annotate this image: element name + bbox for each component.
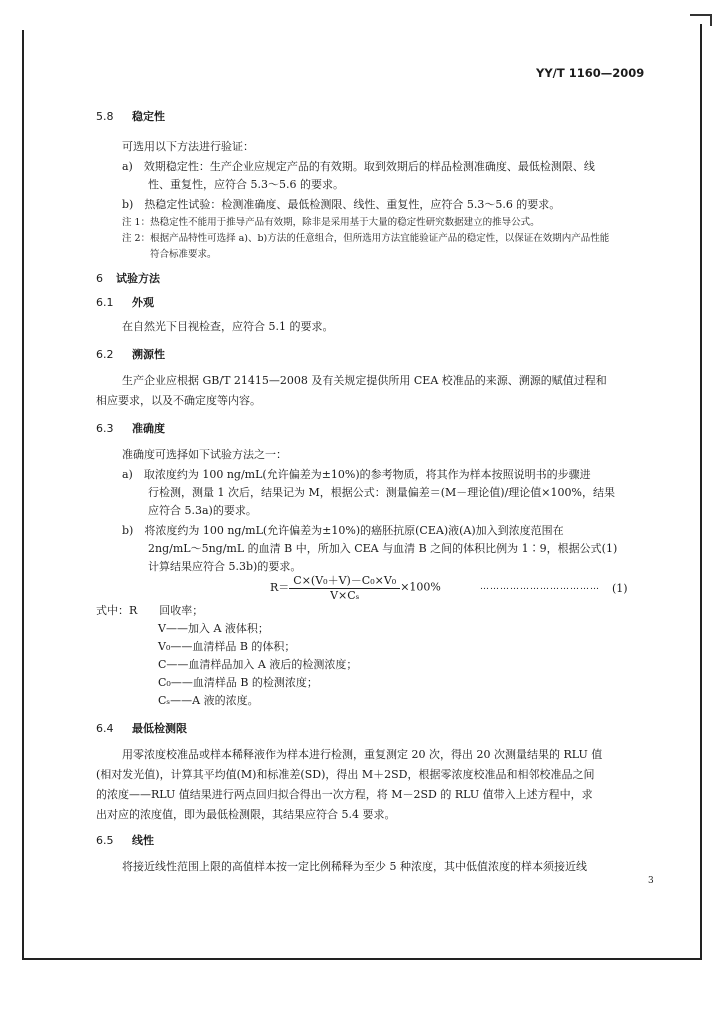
section-number: 6.1 (96, 296, 114, 309)
section-number: 6.5 (96, 834, 114, 847)
recovery-formula (270, 572, 441, 602)
formula-variable: C₀——血清样品 B 的检测浓度； (158, 676, 318, 689)
section-6-4-heading (96, 720, 187, 736)
section-5-8-heading (96, 108, 165, 124)
list-item: a) 取浓度约为 100 ng/mL(允许偏差为±10%)的参考物质，将其作为样本按照说明书的步骤进 (122, 468, 591, 481)
note: 注 1：热稳定性不能用于推导产品有效期，除非是采用基于大量的稳定性研究数据建立的推导公式。 (122, 217, 540, 228)
section-number: 5.8 (96, 110, 114, 123)
paragraph-continuation: 出对应的浓度值，即为最低检测限，其结果应符合 5.4 要求。 (96, 808, 396, 821)
formula-fraction (289, 572, 400, 602)
formula-rhs: ×100% (400, 580, 441, 594)
list-item: b) 热稳定性试验：检测准确度、最低检测限、线性、重复性，应符合 5.3～5.6 的要求。 (122, 198, 561, 211)
paragraph: 可选用以下方法进行验证： (122, 140, 254, 153)
scan-corner-mark (690, 14, 712, 26)
section-6-heading (96, 270, 160, 286)
formula-number: (1) (612, 582, 628, 595)
list-item-continuation: 性、重复性，应符合 5.3～5.6 的要求。 (148, 178, 344, 191)
paragraph-continuation: 相应要求，以及不确定度等内容。 (96, 394, 261, 407)
paragraph: 用零浓度校准品或样本稀释液作为样本进行检测，重复测定 20 次，得出 20 次测量结果的 RLU 值 (122, 748, 603, 761)
note: 注 2：根据产品特性可选择 a)、b)方法的任意组合，但所选用方法宜能验证产品的稳定性，以保证在效期内产品性能 (122, 233, 610, 244)
section-number: 6.2 (96, 348, 114, 361)
document-code: YY/T 1160—2009 (536, 66, 645, 80)
section-title: 外观 (132, 296, 154, 309)
paragraph-continuation: (相对发光值)，计算其平均值(M)和标准差(SD)，得出 M＋2SD，根据零浓度校准品和相邻校准品之间 (96, 768, 595, 781)
section-title: 最低检测限 (132, 722, 187, 735)
list-item-continuation: 2ng/mL～5ng/mL 的血清 B 中，所加入 CEA 与血清 B 之间的体积比例为 1∶9，根据公式(1) (148, 542, 618, 555)
section-6-3-heading (96, 420, 165, 436)
paragraph: 在自然光下目视检查，应符合 5.1 的要求。 (122, 320, 334, 333)
page-number: 3 (648, 876, 654, 886)
section-number: 6.4 (96, 722, 114, 735)
list-item-continuation: 计算结果应符合 5.3b)的要求。 (148, 560, 302, 573)
section-6-5-heading (96, 832, 154, 848)
formula-denominator: V×Cₛ (330, 589, 360, 602)
section-title: 准确度 (132, 422, 165, 435)
formula-variable: V₀——血清样品 B 的体积； (158, 640, 296, 653)
section-number: 6.3 (96, 422, 114, 435)
section-title: 线性 (132, 834, 154, 847)
paragraph: 准确度可选择如下试验方法之一： (122, 448, 287, 461)
list-item: b) 将浓度约为 100 ng/mL(允许偏差为±10%)的癌胚抗原(CEA)液(A)加入到浓度范围在 (122, 524, 564, 537)
scan-border-right (700, 24, 702, 960)
section-title: 稳定性 (132, 110, 165, 123)
section-number: 6 (96, 272, 103, 285)
formula-variable: Cₛ——A 液的浓度。 (158, 694, 259, 707)
paragraph: 将接近线性范围上限的高值样本按一定比例稀释为至少 5 种浓度，其中低值浓度的样本须接近线 (122, 860, 587, 873)
note-continuation: 符合标准要求。 (150, 249, 217, 260)
formula-lhs: R＝ (270, 581, 290, 594)
formula-variable: V——加入 A 液体积； (158, 622, 269, 635)
scan-border-bottom (22, 958, 702, 960)
formula-variable: C——血清样品加入 A 液后的检测浓度； (158, 658, 358, 671)
formula-numerator: C×(V₀＋V)－C₀×V₀ (289, 572, 400, 589)
list-item: a) 效期稳定性：生产企业应规定产品的有效期。取到效期后的样品检测准确度、最低检测限、线 (122, 160, 595, 173)
section-title: 溯源性 (132, 348, 165, 361)
paragraph-continuation: 的浓度——RLU 值结果进行两点回归拟合得出一次方程，将 M－2SD 的 RLU 值带入上述方程中，求 (96, 788, 593, 801)
scan-border-left (22, 30, 24, 960)
section-6-2-heading (96, 346, 165, 362)
formula-where: 式中：R 回收率； (96, 604, 204, 617)
section-title: 试验方法 (116, 272, 160, 285)
list-item-continuation: 行检测，测量 1 次后，结果记为 M，根据公式：测量偏差＝(M－理论值)/理论值×100%，结果 (148, 486, 615, 499)
paragraph: 生产企业应根据 GB/T 21415—2008 及有关规定提供所用 CEA 校准品的来源、溯源的赋值过程和 (122, 374, 607, 387)
list-item-continuation: 应符合 5.3a)的要求。 (148, 504, 257, 517)
formula-leader: ……………………………… (480, 582, 600, 592)
section-6-1-heading (96, 294, 154, 310)
